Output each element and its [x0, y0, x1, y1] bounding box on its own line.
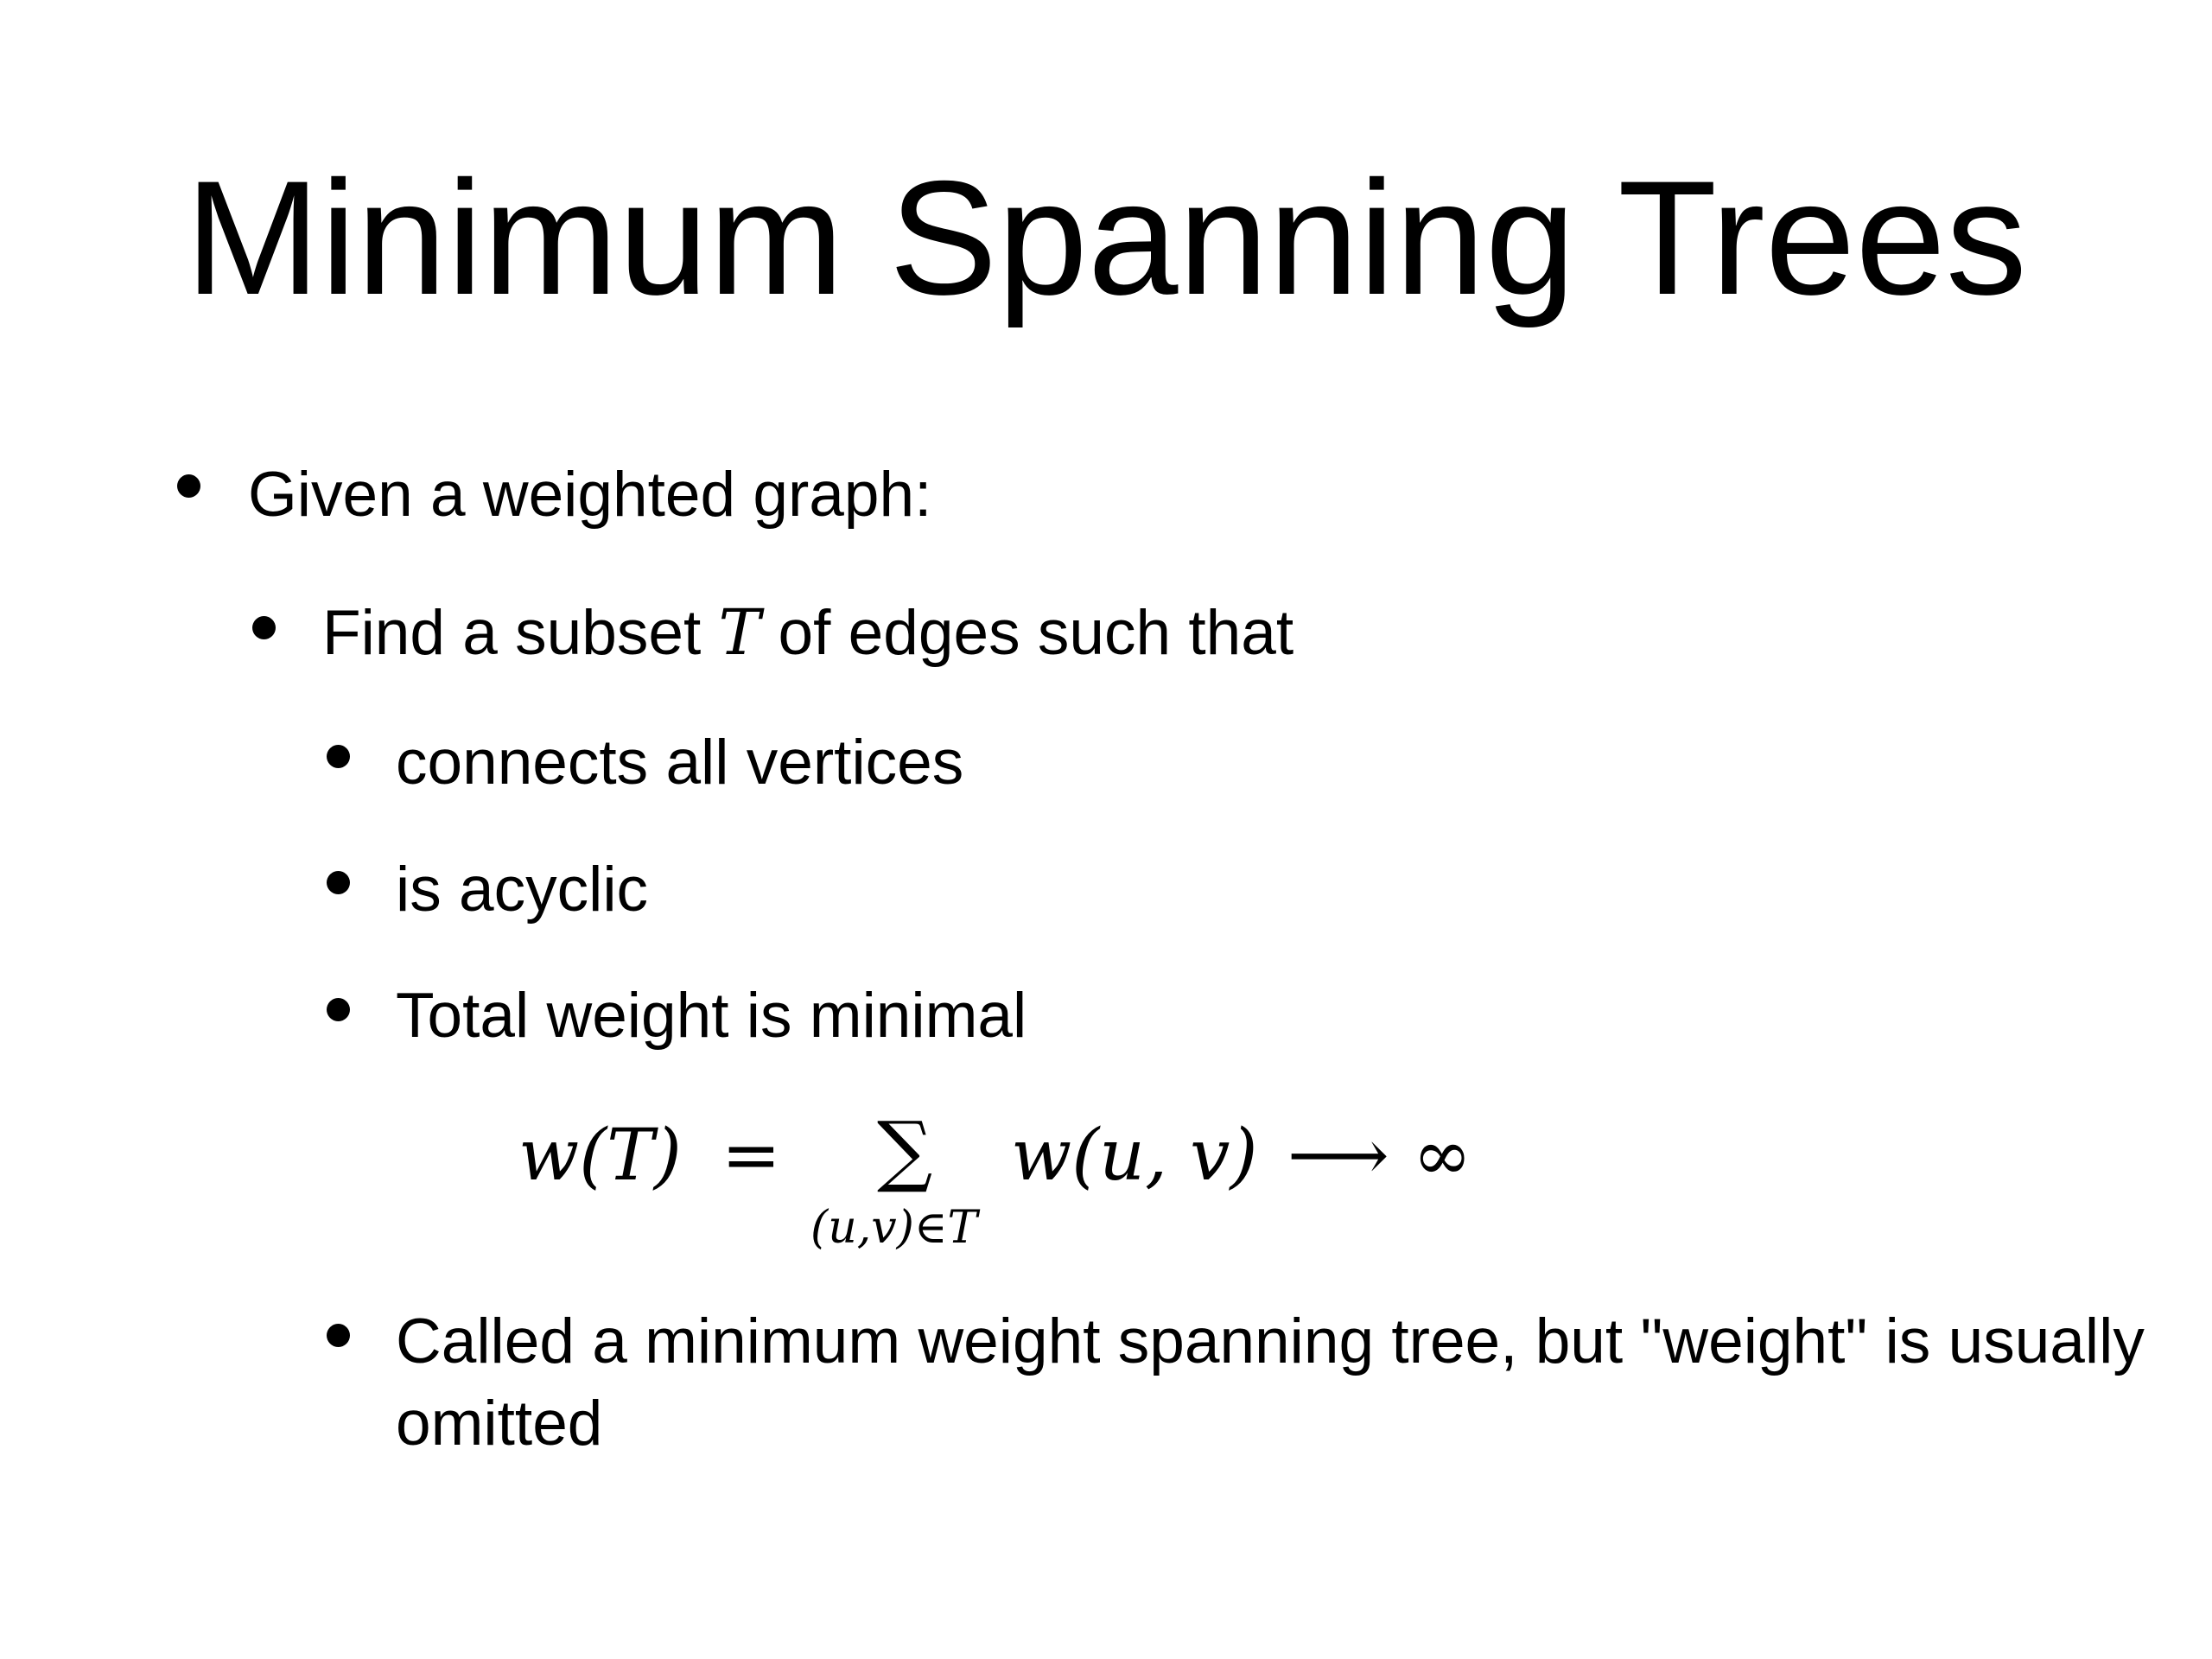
formula-arrow: ⟶ [1287, 1115, 1389, 1197]
slide-title: Minimum Spanning Trees [185, 147, 2027, 328]
find-subset-text-end: of edges such that [760, 598, 1294, 668]
bullet-dot [327, 1324, 350, 1347]
bullet-given-weighted-graph: Given a weighted graph: [248, 460, 932, 530]
bullet-total-weight-minimal: Total weight is minimal [396, 981, 1027, 1051]
bullet-dot [327, 871, 350, 894]
bullet-dot [327, 745, 350, 768]
bullet-dot [177, 474, 200, 498]
math-variable-t: T [718, 596, 761, 670]
formula-lhs: w(T) [518, 1115, 682, 1197]
formula-equals: = [721, 1115, 781, 1197]
bullet-called-minimum-weight: Called a minimum weight spanning tree, but "weight" is usually omitted [396, 1306, 2145, 1459]
bullet-find-subset [322, 592, 1294, 674]
find-subset-text-start: Find a subset [322, 598, 719, 668]
formula-infinity: ∞ [1413, 1115, 1472, 1197]
bullet-dot [252, 616, 276, 639]
formula-rhs: w(u, v) [1011, 1115, 1258, 1197]
bullet-connects-all-vertices: connects all vertices [396, 728, 964, 798]
bullet-is-acyclic: is acyclic [396, 855, 649, 925]
bullet-dot [327, 998, 350, 1021]
summation-subscript: (u,v)∈T [810, 1202, 978, 1254]
summation-symbol: ∑ [877, 1105, 933, 1196]
